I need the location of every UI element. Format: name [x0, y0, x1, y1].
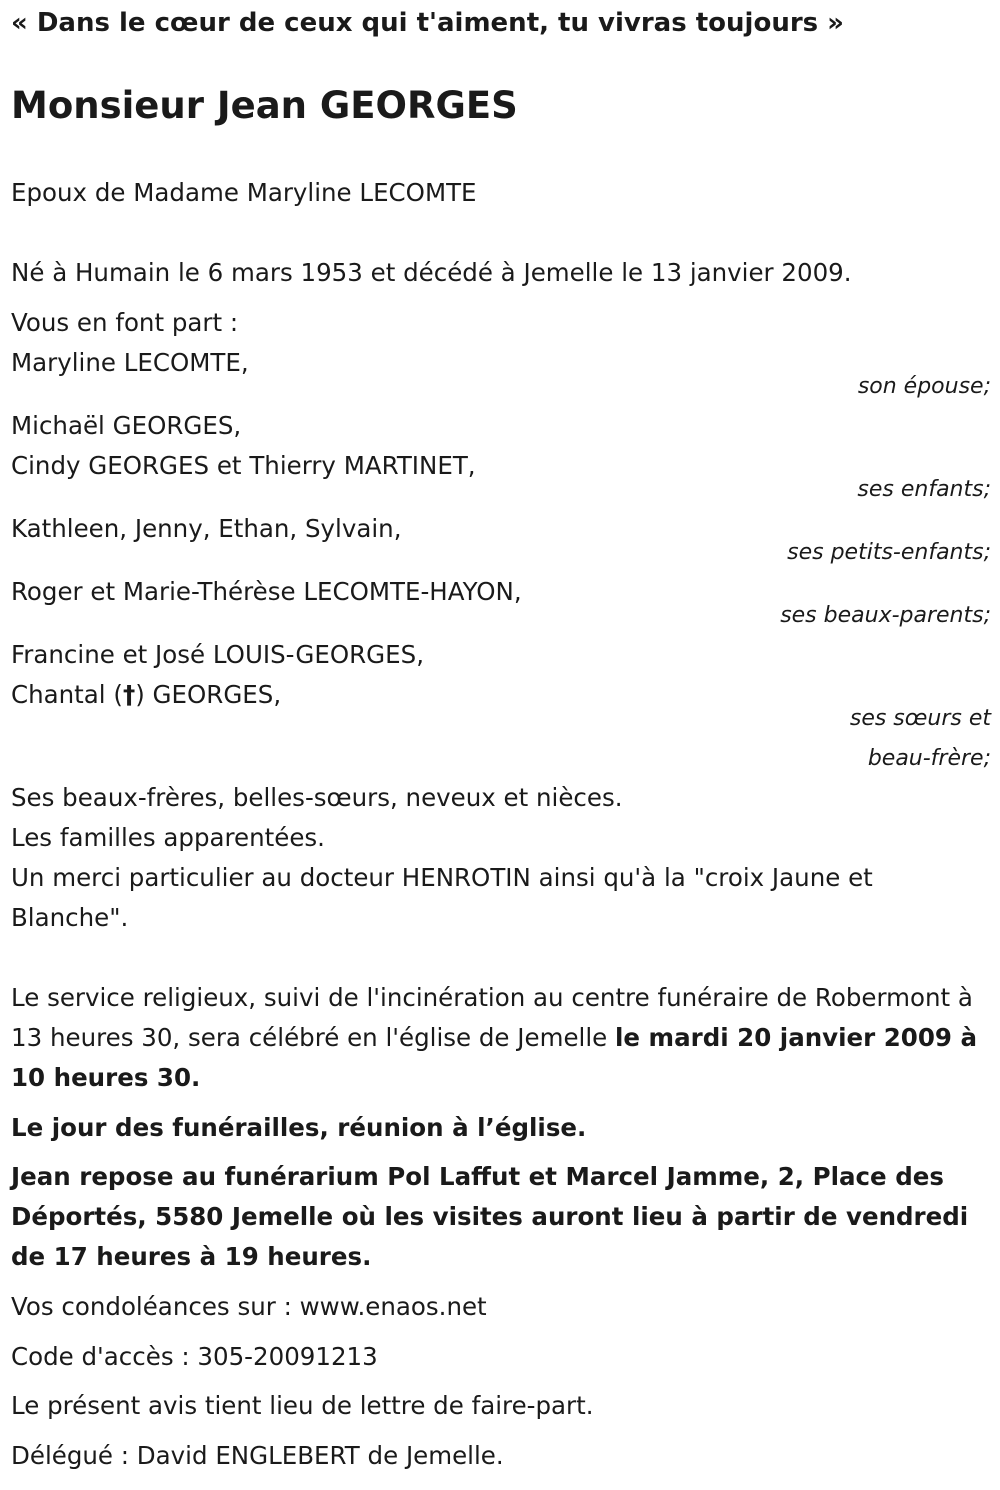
family-sibling-1: Francine et José LOUIS-GEORGES,: [11, 640, 424, 669]
condolences-line: Vos condoléances sur : www.enaos.net: [11, 1292, 487, 1321]
family-parents-in-law-role: ses beaux-parents;: [780, 603, 991, 628]
family-child-1: Michaël GEORGES,: [11, 411, 242, 440]
family-spouse-role: son épouse;: [857, 374, 991, 399]
page-title: Monsieur Jean GEORGES: [11, 84, 518, 127]
birth-death-line: Né à Humain le 6 mars 1953 et décédé à Jemelle le 13 janvier 2009.: [11, 258, 852, 287]
spouse-line: Epoux de Madame Maryline LECOMTE: [11, 178, 477, 207]
others-line-1: Ses beaux-frères, belles-sœurs, neveux et nièces.: [11, 783, 623, 812]
family-siblings-role-1: ses sœurs et: [849, 706, 991, 731]
family-children-role: ses enfants;: [857, 477, 991, 502]
others-line-2: Les familles apparentées.: [11, 823, 325, 852]
thanks-paragraph: Un merci particulier au docteur HENROTIN ainsi qu'à la "croix Jaune et Blanche".: [11, 863, 873, 932]
intro-line: Vous en font part :: [11, 308, 239, 337]
family-spouse-name: Maryline LECOMTE,: [11, 348, 249, 377]
delegate-line: Délégué : David ENGLEBERT de Jemelle.: [11, 1441, 504, 1470]
service-text: Le service religieux, suivi de l'incinération au centre funéraire de Robermont à 13 heures 30, sera célébré en l'église de Jemelle: [11, 983, 973, 1052]
epitaph-quote: « Dans le cœur de ceux qui t'aiment, tu vivras toujours »: [11, 8, 844, 38]
sibling-2-last: ) GEORGES,: [135, 680, 282, 709]
family-child-2: Cindy GEORGES et Thierry MARTINET,: [11, 451, 476, 480]
family-grandchildren-role: ses petits-enfants;: [787, 540, 991, 565]
family-parents-in-law: Roger et Marie-Thérèse LECOMTE-HAYON,: [11, 577, 522, 606]
service-date: le mardi 20 janvier 2009 à 10 heures 30.: [11, 1023, 978, 1092]
service-paragraph: [11, 978, 991, 1098]
repose-paragraph: Jean repose au funérarium Pol Laffut et Marcel Jamme, 2, Place des Déportés, 5580 Jemelle où les visites auront lieu à partir de vendredi de 17 heures à 19 heures.: [11, 1162, 969, 1271]
access-code-line: Code d'accès : 305-20091213: [11, 1342, 378, 1371]
family-sibling-2: [11, 680, 281, 710]
family-siblings-role-2: beau-frère;: [867, 746, 991, 771]
meeting-line: Le jour des funérailles, réunion à l’église.: [11, 1113, 587, 1142]
notice-line: Le présent avis tient lieu de lettre de faire-part.: [11, 1391, 594, 1420]
sibling-2-first: Chantal (: [11, 680, 123, 709]
family-grandchildren: Kathleen, Jenny, Ethan, Sylvain,: [11, 514, 402, 543]
cross-icon: †: [122, 680, 136, 709]
